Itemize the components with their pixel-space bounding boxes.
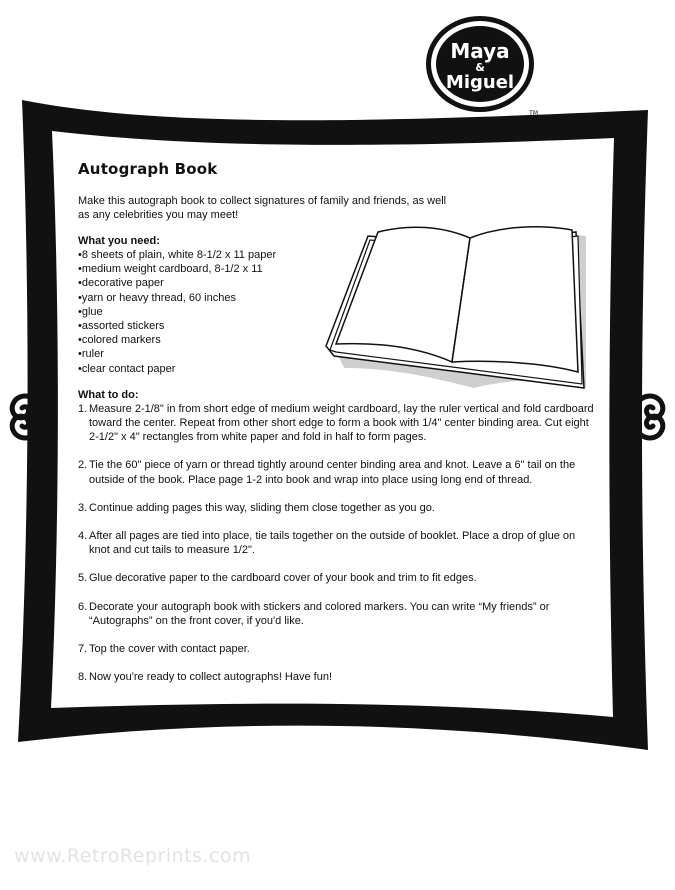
step-item: 5. Glue decorative paper to the cardboard cover of your book and trim to fit edges. xyxy=(78,572,477,585)
what-to-do-heading: What to do: xyxy=(78,388,139,401)
list-item: • yarn or heavy thread, 60 inches xyxy=(78,291,618,305)
supplies-list xyxy=(78,248,618,376)
step-item: 2. Tie the 60" piece of yarn or thread tightly around center binding area and knot. Leave a 6" tail on the outside of the book. Place page 1-2 into book and wrap into place using long end of thread. xyxy=(78,459,576,486)
step-item: 3. Continue adding pages this way, sliding them close together as you go. xyxy=(78,501,435,514)
step-text: Top the cover with contact paper. xyxy=(89,643,250,656)
logo-text-2: Miguel xyxy=(445,72,515,93)
logo-text: Maya xyxy=(450,39,510,63)
list-item: • assorted stickers xyxy=(78,319,618,333)
step-text: Tie the 60" piece of yarn or thread tightly around center binding area and knot. Leave a 6" tail on the outside of the book. Place page 1-2 into book and wrap into place using long end of thread. xyxy=(89,459,576,486)
step-text: Decorate your autograph book with stickers and colored markers. You can write “My friends” or “Autographs” on the front cover, if you'd like. xyxy=(89,600,550,627)
maya-miguel-logo xyxy=(422,12,542,122)
step-item: 8. Now you're ready to collect autographs! Have fun! xyxy=(78,671,333,684)
list-item: • glue xyxy=(78,305,618,319)
step-item: 7. Top the cover with contact paper. xyxy=(78,643,250,656)
step-text: Continue adding pages this way, sliding them close together as you go. xyxy=(89,501,435,514)
list-item: • colored markers xyxy=(78,333,618,347)
what-you-need-heading: What you need: xyxy=(78,235,160,247)
step-item: 4. After all pages are tied into place, tie tails together on the outside of booklet. Place a drop of glue on knot and cut tails to measure 1/2". xyxy=(78,530,576,557)
list-item: • clear contact paper xyxy=(78,362,618,376)
step-text: Measure 2-1/8" in from short edge of medium weight cardboard, lay the ruler vertical and fold cardboard toward the center. Repeat from other short edge to form a book with 1/4" center binding area. Cut eight 2-1/2" x 4" rectangles from white paper and fold in half to form pages. xyxy=(89,402,594,444)
intro-text: Make this autograph book to collect signatures of family and friends, as well as any celebrities you may meet! xyxy=(78,195,447,221)
steps-list xyxy=(78,402,618,685)
list-item: • 8 sheets of plain, white 8-1/2 x 11 paper xyxy=(78,248,618,262)
watermark: www.RetroReprints.com xyxy=(14,845,252,867)
logo-ampersand: & xyxy=(475,61,485,74)
logo-trademark: TM xyxy=(529,110,538,117)
list-item: • decorative paper xyxy=(78,276,618,290)
page-title: Autograph Book xyxy=(78,160,218,178)
list-item: • medium weight cardboard, 8-1/2 x 11 xyxy=(78,262,618,276)
step-item: 6. Decorate your autograph book with stickers and colored markers. You can write “My friends” or “Autographs” on the front cover, if you'd like. xyxy=(78,600,550,627)
instructions-content xyxy=(78,160,618,698)
list-item: • ruler xyxy=(78,347,618,361)
step-text: After all pages are tied into place, tie tails together on the outside of booklet. Place a drop of glue on knot and cut tails to measure 1/2". xyxy=(89,530,576,557)
step-text: Glue decorative paper to the cardboard cover of your book and trim to fit edges. xyxy=(89,572,477,585)
step-item: 1. Measure 2-1/8" in from short edge of medium weight cardboard, lay the ruler vertical and fold cardboard toward the center. Repeat from other short edge to form a book with 1/4" center binding area. Cut eight 2-1/2" x 4" rectangles from white paper and fold in half to form pages. xyxy=(78,402,594,444)
step-text: Now you're ready to collect autographs! Have fun! xyxy=(89,671,333,684)
